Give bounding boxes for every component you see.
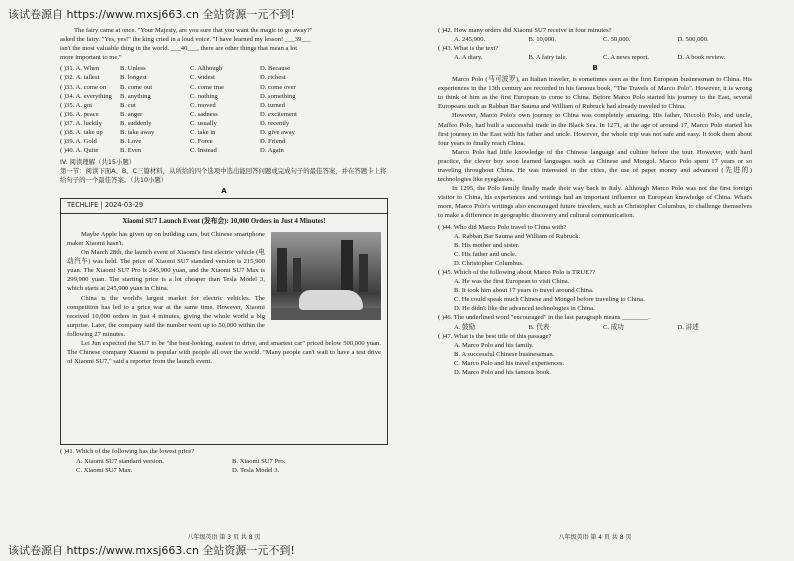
passage-paragraph: In 1295, the Polo family finally made their way back to Italy. Although Marco Polo was not the first foreign visitor to China, his experiences and writings had an important influence on European knowledge of China. What's more, Marco Polo's writings also encouraged future travelers, such as Christopher Columbus, to challenge themselves to make a difference in geographic discovery and cultural communication. [438,185,752,220]
passage-paragraph: Marco Polo (马可波罗), an Italian traveler, is sometimes seen as the first European businessman to China. His experiences in the 13th century are recorded in his famous book, "The Travels of Marco Polo". However, it is wrong to think of him as the first European to come to China. Before Marco Polo started his journey to the East, several Europeans such as Rabban Bar Sauma and William of Rubruck had already traveled to China. [438,76,752,111]
question-41: ( )41. Which of the following has the lowest price? [60,448,195,456]
q41-options [60,457,388,475]
section-instructions: 第一节：阅读下面A、B、C三篇材料，从所给的四个选项中选出能回答问题或完成句子的最佳答案，并在答题卡上将 [60,167,387,176]
news-article-box [60,198,388,445]
cloze-row: ( )39. A. Gold B. Love C. Force D. Friend [60,138,286,146]
article-paragraph: On March 28th, the launch event of Xiaomi's first electric vehicle (电动汽车) was held. The price of Xiaomi SU7 standard version is 215,900 yuan. The Xiaomi SU7 Pro is 245,900 yuan, and the Xiaomi SU7 Max is 299,900 yuan. The starting price is a lot cheaper than Tesla Model 3, which starts at 245,900 yuan in China. [67,249,265,293]
passage-b-label: B [592,64,598,73]
intro-line: isn't the most valuable thing in the world. ___40___, there are other things that mean a lot [60,45,298,53]
cloze-row: ( )35. A. got B. cut C. moved D. turned [60,101,285,109]
article-title: Xiaomi SU7 Launch Event (发布会): 10,000 Orders in Just 4 Minutes! [122,217,326,225]
intro-line: The fairy came at once. "Your Majesty, are you sure that you want the magic to go away?" [74,27,313,34]
watermark-bottom: 该试卷源自 https://www.mxsj663.cn 全站资源一元不到! [8,544,295,557]
cloze-row: ( )32. A. tallest B. longest C. widest D. richest [60,74,286,82]
article-paragraph: Maybe Apple has given up on building cars, but Chinese smartphone maker Xiaomi hasn't. [67,230,265,248]
q43-options: A. A diary. B. A fairy tale. C. A news report. D. A book review. [454,54,726,62]
question-47: ( )47. What is the best title of this passage? [438,332,552,340]
q42-options: A. 245,900. B. 10,000. C. 50,000. D. 500,000. [454,36,709,44]
watermark-top: 该试卷源自 https://www.mxsj663.cn 全站资源一元不到! [8,8,295,21]
passage-paragraph: However, Marco Polo's own journey to China was completely amazing. His father, Niccolò Polo, and uncle, Maffeo Polo, had built a successful trade in the Black Sea. In 1271, at the age of around 17, Marco Polo started his first journey to the East with his father and uncle. However, the whole trip was not safe and easy. It took them about four years to finally reach China. [438,112,752,147]
section-instructions-2: 给句子的一个最佳答案。（共10小题） [60,175,168,184]
article-paragraph: China is the world's largest market for electric vehicles. The competition has led to a price war at the same time. However, Xiaomi received 10,000 orders in just 4 minutes, giving the whole world a big surprise. Later, the company said the number went up to 50,000 within the following 27 minutes. [67,294,265,338]
cloze-row: ( )31. A. When B. Unless C. Although D. Because [60,65,291,73]
page-footer: 八年级英语 第 4 页 共 8 页 [558,533,632,541]
q45-options: A. He was the first European to visit China. B. It took him about 17 years to travel around China. C. He could speak much Chinese and Mongol before traveling to China. D. He didn't like the advanced technologies in China. [454,278,645,313]
q44-options: A. Rabban Bar Sauma and William of Rubruck. B. His mother and sister. C. His father and uncle. D. Christopher Columbus. [454,232,581,267]
question-45: ( )45. Which of the following about Marco Polo is TRUE?? [438,269,596,276]
cloze-row: ( )36. A. peace B. anger C. sadness D. excitement [60,110,297,118]
cloze-options [60,64,388,155]
passage-paragraph: Marco Polo had little knowledge of the Chinese language and culture before the tour. However, with hard practice, the clever boy soon learned languages such as Chinese and Mongol. Marco Polo spent 17 years or so traveling throughout China. He was interested in the cities, the use of paper money and advanced (先进的) technologies like eyeglasses. [438,148,752,184]
option: C. Xiaomi SU7 Max. [76,466,133,474]
page-left [60,26,388,544]
option: B. Xiaomi SU7 Pro. [232,457,286,465]
cloze-row: ( )37. A. luckily B. suddenly C. usually D. recently [60,119,290,127]
page-footer: 八年级英语 第 3 页 共 8 页 [187,533,261,541]
option: A. Xiaomi SU7 standard version. [76,457,164,465]
question-46: ( )46. The underlined word "encouraged" in the last paragraph means ________. [438,314,650,322]
q47-options: A. Marco Polo and his family. B. A successful Chinese businessman. C. Marco Polo and his travel experiences. D. Marco Polo and his famous book. [454,341,565,377]
intro-line: more important to me." [60,54,122,62]
q46-options: A. 鼓励 B. 代表 C. 成功 D. 讲述 [454,323,699,331]
cloze-row: ( )33. A. come on B. come out C. come true D. come over [60,83,296,91]
question-42: ( )42. How many orders did Xiaomi SU7 receive in four minutes? [438,27,612,34]
page-right [438,26,752,544]
passage-a-label: A [221,186,227,195]
cloze-row: ( )40. A. Quite B. Even C. Instead D. Again [60,147,284,155]
option: D. Tesla Model 3. [232,466,280,474]
intro-line: asked the fairy. "Yes, yes!" the king cried in a loud voice. "I have learned my lesson! ___39___ [60,36,312,44]
article-paragraph: Lei Jun expected the SU7 to be "the best-looking, easiest to drive, and smartest car" priced below 500,000 yuan. The Chinese company Xiaomi is popular with people all over the world. "Many people can't wait to have a test drive of Xiaomi SU7," said a reporter from the launch event. [67,340,381,366]
article-header: TECHLIFE | 2024-03-29 [61,199,387,213]
question-44: ( )44. Who did Marco Polo travel to China with? [438,223,567,231]
car-photo [271,232,381,320]
section-heading: IV. 阅读理解（共15小题） [60,158,136,167]
cloze-row: ( )38. A. take up B. take away C. take in D. give away [60,129,295,137]
cloze-row: ( )34. A. everything B. anything C. nothing D. something [60,92,296,100]
question-43: ( )43. What is the text? [438,45,499,53]
